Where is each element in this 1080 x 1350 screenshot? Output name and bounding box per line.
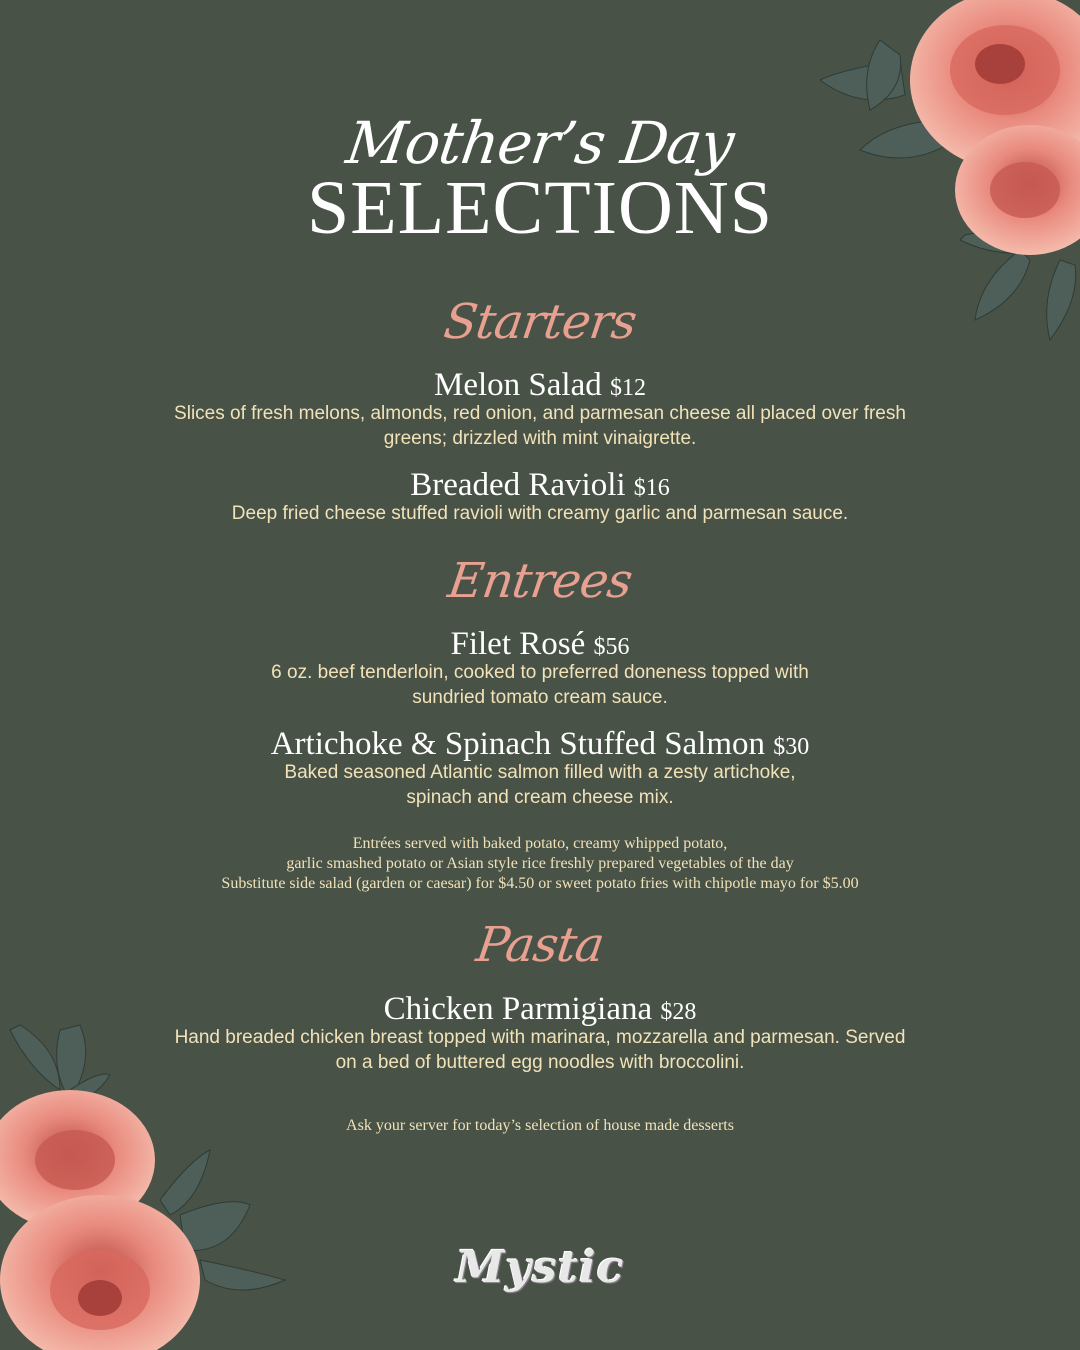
section-heading-entrees: Entrees bbox=[444, 553, 636, 609]
item-name: Chicken Parmigiana bbox=[383, 991, 653, 1027]
entree-note: Entrées served with baked potato, creamy whipped potato, bbox=[352, 835, 728, 852]
item-description: sundried tomato cream sauce. bbox=[412, 687, 668, 708]
item-price: $12 bbox=[609, 375, 646, 401]
item-price: $56 bbox=[593, 634, 630, 660]
entree-note: Substitute side salad (garden or caesar) for $4.50 or sweet potato fries with chipotle mayo for $5.00 bbox=[221, 875, 859, 892]
brand-logo: Mystic bbox=[455, 1242, 625, 1293]
item-price: $30 bbox=[773, 734, 810, 760]
page-title: SELECTIONS bbox=[307, 166, 773, 250]
entree-note: garlic smashed potato or Asian style rice freshly prepared vegetables of the day bbox=[286, 855, 794, 872]
item-description: spinach and cream cheese mix. bbox=[406, 787, 674, 808]
dessert-note: Ask your server for today’s selection of house made desserts bbox=[346, 1117, 734, 1134]
item-name: Melon Salad bbox=[434, 367, 602, 403]
item-description: 6 oz. beef tenderloin, cooked to preferred doneness topped with bbox=[271, 662, 809, 683]
item-name: Filet Rosé bbox=[450, 626, 586, 662]
item-name: Artichoke & Spinach Stuffed Salmon bbox=[270, 726, 766, 762]
item-description: Deep fried cheese stuffed ravioli with creamy garlic and parmesan sauce. bbox=[231, 503, 849, 524]
item-name: Breaded Ravioli bbox=[410, 467, 626, 503]
item-description: Baked seasoned Atlantic salmon filled with a zesty artichoke, bbox=[284, 762, 796, 783]
section-heading-pasta: Pasta bbox=[472, 917, 608, 973]
item-description: Slices of fresh melons, almonds, red onion, and parmesan cheese all placed over fresh bbox=[174, 403, 906, 424]
item-price: $28 bbox=[660, 999, 697, 1025]
item-price: $16 bbox=[633, 475, 670, 501]
title-script: Mother’s Day bbox=[342, 109, 738, 177]
item-description: Hand breaded chicken breast topped with marinara, mozzarella and parmesan. Served bbox=[174, 1027, 906, 1048]
section-heading-starters: Starters bbox=[440, 294, 640, 350]
item-description: on a bed of buttered egg noodles with broccolini. bbox=[335, 1052, 745, 1073]
item-description: greens; drizzled with mint vinaigrette. bbox=[383, 428, 697, 449]
